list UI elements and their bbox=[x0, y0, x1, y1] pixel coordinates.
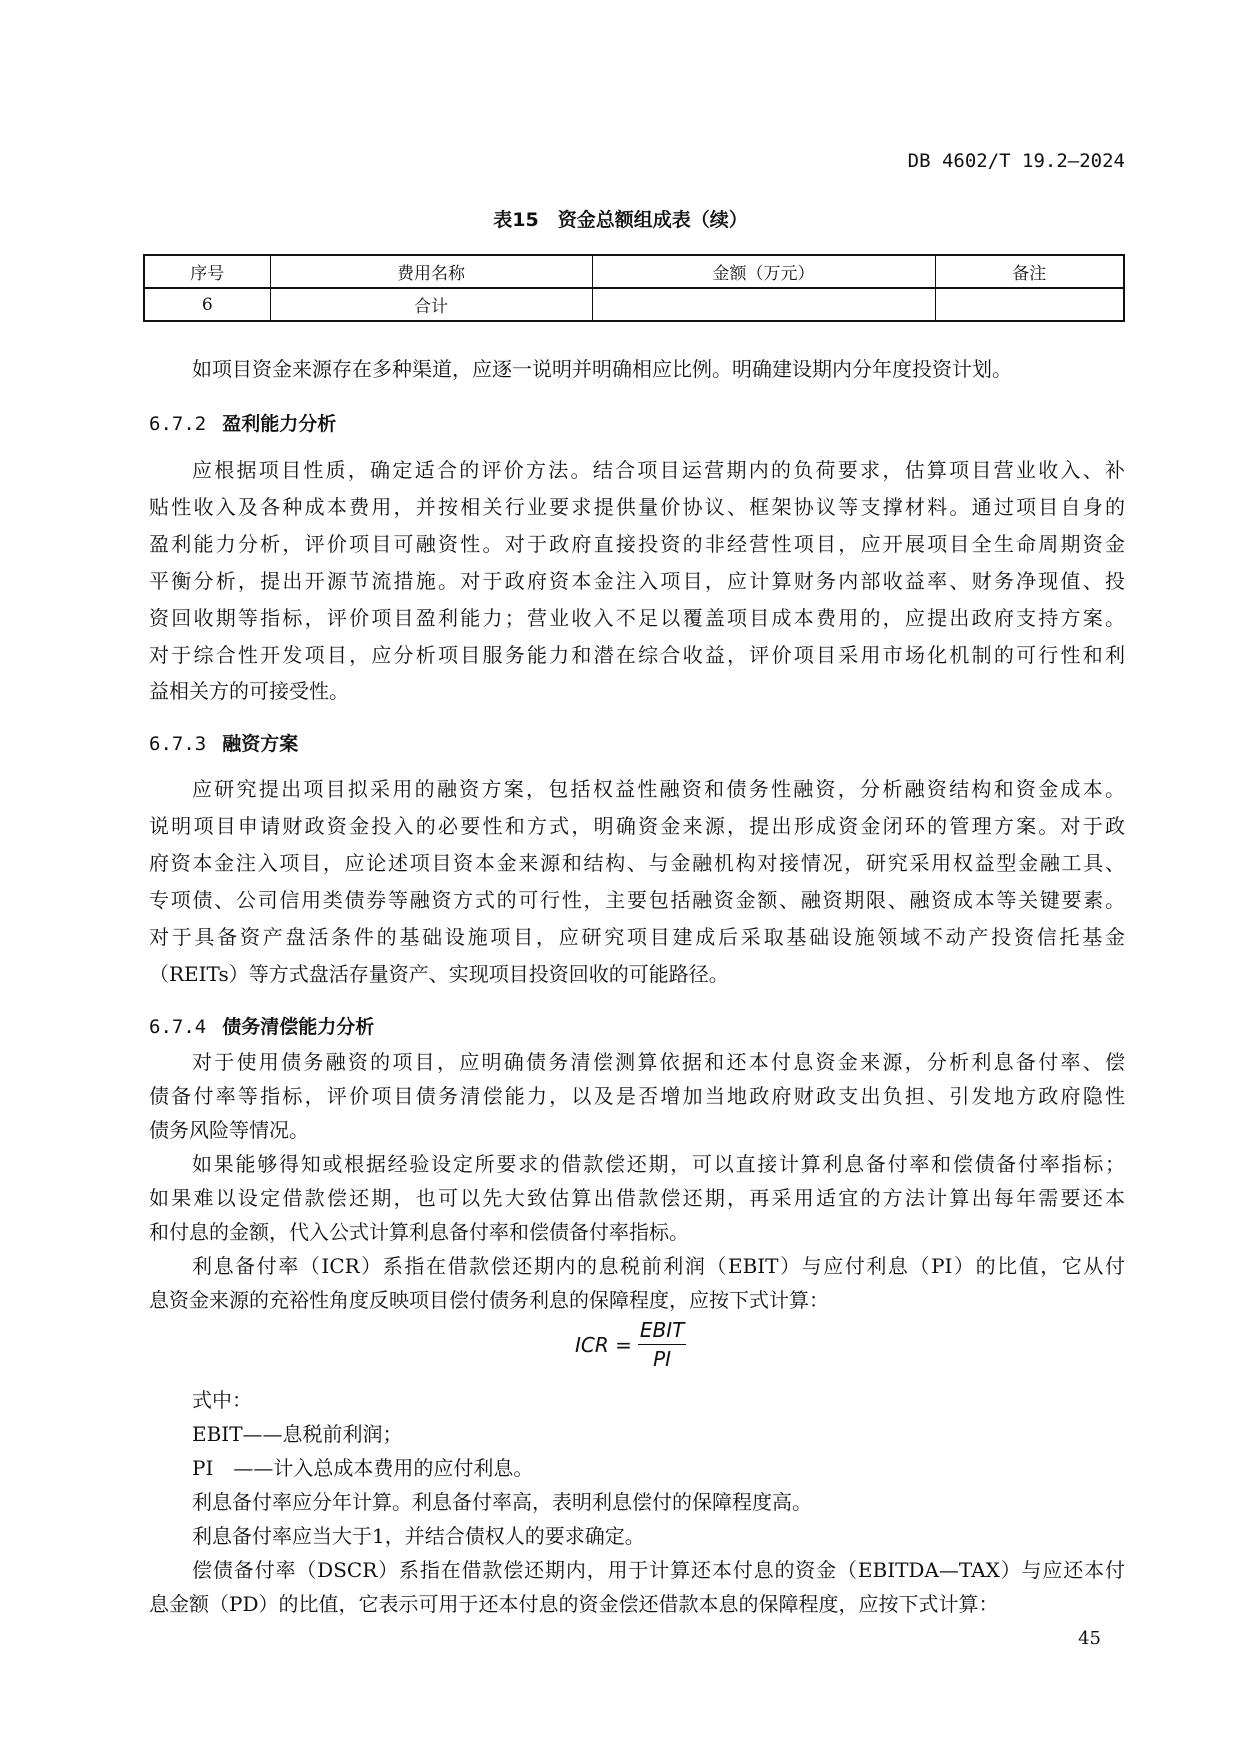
formula-note: PI ——计入总成本费用的应付利息。 bbox=[192, 1456, 534, 1480]
page-number: 45 bbox=[1078, 1628, 1101, 1649]
paragraph-line: 债务风险等情况。 bbox=[149, 1118, 309, 1142]
paragraph-line: 说明项目申请财政资金投入的必要性和方式，明确资金来源，提出形成资金闭环的管理方案。对于政 bbox=[149, 813, 1125, 838]
paragraph-line: 应根据项目性质，确定适合的评价方法。结合项目运营期内的负荷要求，估算项目营业收入、补 bbox=[192, 458, 1125, 482]
paragraph-line: 和付息的金额，代入公式计算利息备付率和偿债备付率指标。 bbox=[149, 1220, 689, 1244]
formula-denominator: PI bbox=[653, 1347, 672, 1371]
paragraph-line: 益相关方的可接受性。 bbox=[149, 679, 349, 704]
table-header-row bbox=[144, 255, 1124, 288]
paragraph-line: 息资金来源的充裕性角度反映项目偿付债务利息的保障程度，应按下式计算： bbox=[149, 1288, 829, 1312]
section-heading-s673 bbox=[149, 729, 298, 756]
table-cell bbox=[592, 288, 935, 321]
section-number: 6.7.3 bbox=[149, 733, 207, 755]
paragraph-line: 应研究提出项目拟采用的融资方案，包括权益性融资和债务性融资，分析融资结构和资金成本。 bbox=[192, 777, 1125, 801]
formula-note: 利息备付率应分年计算。利息备付率高，表明利息偿付的保障程度高。 bbox=[192, 1490, 812, 1514]
section-heading-s674 bbox=[149, 1012, 374, 1039]
paragraph-line: 贴性收入及各种成本费用，并按相关行业要求提供量价协议、框架协议等支撑材料。通过项目自身的 bbox=[149, 494, 1125, 519]
section-heading-s672 bbox=[149, 409, 336, 436]
table-title: 表15 资金总额组成表（续） bbox=[493, 209, 748, 231]
section-number: 6.7.4 bbox=[149, 1016, 207, 1038]
paragraph-line: 对于综合性开发项目，应分析项目服务能力和潜在综合收益，评价项目采用市场化机制的可行性和利 bbox=[149, 642, 1125, 667]
paragraph-line: 如果能够得知或根据经验设定所要求的借款偿还期，可以直接计算利息备付率和偿债备付率指标； bbox=[192, 1152, 1125, 1176]
formula-note: EBIT——息税前利润； bbox=[192, 1422, 403, 1446]
table-cell bbox=[935, 288, 1124, 321]
paragraph-line: 如项目资金来源存在多种渠道，应逐一说明并明确相应比例。明确建设期内分年度投资计划。 bbox=[192, 357, 1012, 381]
paragraph-line: 资回收期等指标，评价项目盈利能力；营业收入不足以覆盖项目成本费用的，应提出政府支持方案。 bbox=[149, 605, 1125, 630]
paragraph-line: 对于使用债务融资的项目，应明确债务清偿测算依据和还本付息资金来源，分析利息备付率、偿 bbox=[192, 1050, 1125, 1074]
section-title: 融资方案 bbox=[222, 733, 299, 755]
paragraph-line: 息金额（PD）的比值，它表示可用于还本付息的资金偿还借款本息的保障程度，应按下式计算： bbox=[149, 1592, 999, 1616]
col-header: 费用名称 bbox=[270, 255, 592, 288]
paragraph-line: 专项债、公司信用类债券等融资方式的可行性，主要包括融资金额、融资期限、融资成本等关键要素。 bbox=[149, 887, 1125, 912]
col-header: 金额（万元） bbox=[592, 255, 935, 288]
formula-numerator: EBIT bbox=[638, 1318, 686, 1345]
paragraph-line: 盈利能力分析，评价项目可融资性。对于政府直接投资的非经营性项目，应开展项目全生命周期资金 bbox=[149, 531, 1125, 556]
paragraph-line: 债备付率等指标，评价项目债务清偿能力，以及是否增加当地政府财政支出负担、引发地方政府隐性 bbox=[149, 1084, 1125, 1108]
paragraph-line: 府资本金注入项目，应论述项目资本金来源和结构、与金融机构对接情况，研究采用权益型金融工具、 bbox=[149, 850, 1125, 875]
col-header: 备注 bbox=[935, 255, 1124, 288]
table-cell: 合计 bbox=[270, 288, 592, 321]
formula-note: 式中： bbox=[192, 1388, 252, 1412]
section-title: 盈利能力分析 bbox=[222, 413, 337, 435]
paragraph-line: 平衡分析，提出开源节流措施。对于政府资本金注入项目，应计算财务内部收益率、财务净现值、投 bbox=[149, 568, 1125, 593]
col-header: 序号 bbox=[144, 255, 270, 288]
table-cell: 6 bbox=[144, 288, 270, 321]
icr-formula bbox=[575, 1318, 686, 1371]
document-code: DB 4602/T 19.2—2024 bbox=[907, 150, 1125, 172]
formula-note: 利息备付率应当大于1，并结合债权人的要求确定。 bbox=[192, 1524, 645, 1548]
formula-lhs: ICR = bbox=[575, 1332, 632, 1357]
section-title: 债务清偿能力分析 bbox=[222, 1016, 375, 1038]
paragraph-line: 利息备付率（ICR）系指在借款偿还期内的息税前利润（EBIT）与应付利息（PI）的比值，它从付 bbox=[192, 1254, 1125, 1278]
table-row bbox=[144, 288, 1124, 321]
paragraph-line: 如果难以设定借款偿还期，也可以先大致估算出借款偿还期，再采用适宜的方法计算出每年需要还本 bbox=[149, 1186, 1125, 1210]
fund-composition-table bbox=[143, 254, 1125, 322]
section-number: 6.7.2 bbox=[149, 413, 207, 435]
paragraph-line: 对于具备资产盘活条件的基础设施项目，应研究项目建成后采取基础设施领域不动产投资信托基金 bbox=[149, 924, 1125, 949]
paragraph-line: 偿债备付率（DSCR）系指在借款偿还期内，用于计算还本付息的资金（EBITDA—TAX）与应还本付 bbox=[192, 1558, 1125, 1582]
paragraph-line: （REITs）等方式盘活存量资产、实现项目投资回收的可能路径。 bbox=[149, 961, 729, 986]
